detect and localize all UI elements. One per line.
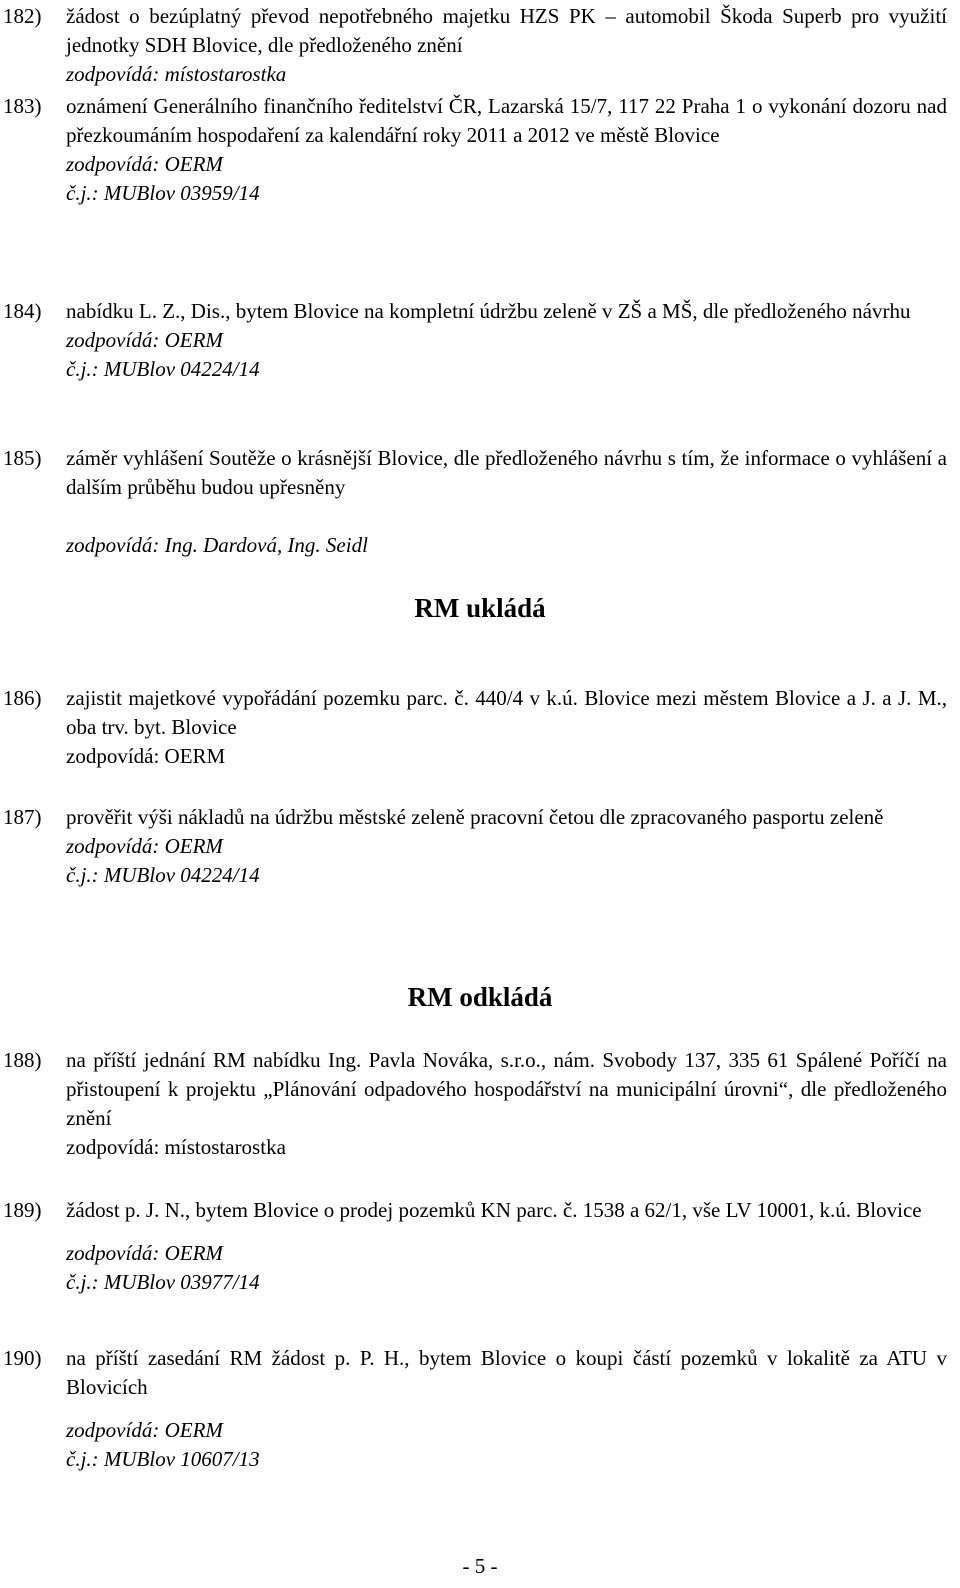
item-responsible: zodpovídá: OERM	[66, 1418, 223, 1442]
item-reference: č.j.: MUBlov 04224/14	[66, 357, 260, 381]
item-number: 188)	[3, 1048, 42, 1072]
item-responsible: zodpovídá: OERM	[66, 152, 223, 176]
item-number: 186)	[3, 686, 42, 710]
item-text: prověřit výši nákladů na údržbu městské zeleně pracovní četou dle zpracovaného pasportu zeleně	[66, 805, 884, 829]
item-text: nabídku L. Z., Dis., bytem Blovice na kompletní údržbu zeleně v ZŠ a MŠ, dle předloženého návrhu	[66, 299, 911, 323]
item-number: 182)	[3, 4, 42, 28]
item-number: 190)	[3, 1346, 42, 1370]
item-body	[66, 444, 947, 560]
item-responsible: zodpovídá: místostarostka	[66, 1135, 286, 1159]
item-reference: č.j.: MUBlov 04224/14	[66, 863, 260, 887]
item-body	[66, 92, 947, 208]
item-number: 187)	[3, 805, 42, 829]
item-number: 189)	[3, 1198, 42, 1222]
item-body	[66, 803, 947, 890]
item-responsible: zodpovídá: místostarostka	[66, 62, 287, 86]
item-body	[66, 297, 947, 384]
item-body	[66, 1196, 947, 1297]
item-responsible: zodpovídá: OERM	[66, 328, 223, 352]
item-number: 183)	[3, 94, 42, 118]
item-reference: č.j.: MUBlov 03959/14	[66, 181, 260, 205]
item-body	[66, 1046, 947, 1162]
item-responsible: zodpovídá: OERM	[66, 1241, 223, 1265]
item-text: na příští zasedání RM žádost p. P. H., bytem Blovice o koupi částí pozemků v lokalitě za ATU v Blovicích	[66, 1346, 947, 1399]
item-text: žádost o bezúplatný převod nepotřebného majetku HZS PK – automobil Škoda Superb pro využití jednotky SDH Blovice, dle předloženého znění	[66, 4, 947, 57]
item-text: oznámení Generálního finančního ředitelství ČR, Lazarská 15/7, 117 22 Praha 1 o vykonání dozoru nad přezkoumáním hospodaření za kalendářní roky 2011 a 2012 ve městě Blovice	[66, 94, 947, 147]
item-responsible: zodpovídá: OERM	[66, 834, 223, 858]
item-text: zajistit majetkové vypořádání pozemku parc. č. 440/4 v k.ú. Blovice mezi městem Blovice a J. a J. M., oba trv. byt. Blovice	[66, 686, 947, 739]
section-heading-odklada: RM odkládá	[407, 982, 553, 1012]
item-text: záměr vyhlášení Soutěže o krásnější Blovice, dle předloženého návrhu s tím, že informace o vyhlášení a dalším průběhu budou upřesněny	[66, 446, 947, 499]
item-reference: č.j.: MUBlov 03977/14	[66, 1270, 260, 1294]
item-text: na příští jednání RM nabídku Ing. Pavla Nováka, s.r.o., nám. Svobody 137, 335 61 Spálené Poříčí na přistoupení k projektu „Plánování odpadového hospodářství na municipální úrovni“, dle předloženého znění	[66, 1048, 947, 1130]
item-responsible: zodpovídá: Ing. Dardová, Ing. Seidl	[66, 533, 368, 557]
section-heading-uklada: RM ukládá	[414, 593, 546, 623]
item-body	[66, 684, 947, 771]
item-number: 184)	[3, 299, 42, 323]
item-responsible: zodpovídá: OERM	[66, 744, 226, 768]
item-text: žádost p. J. N., bytem Blovice o prodej pozemků KN parc. č. 1538 a 62/1, vše LV 10001, k.ú. Blovice	[66, 1198, 922, 1222]
item-reference: č.j.: MUBlov 10607/13	[66, 1447, 260, 1471]
item-number: 185)	[3, 446, 42, 470]
item-body	[66, 2, 947, 89]
item-body	[66, 1344, 947, 1474]
page-number: - 5 -	[462, 1554, 498, 1578]
